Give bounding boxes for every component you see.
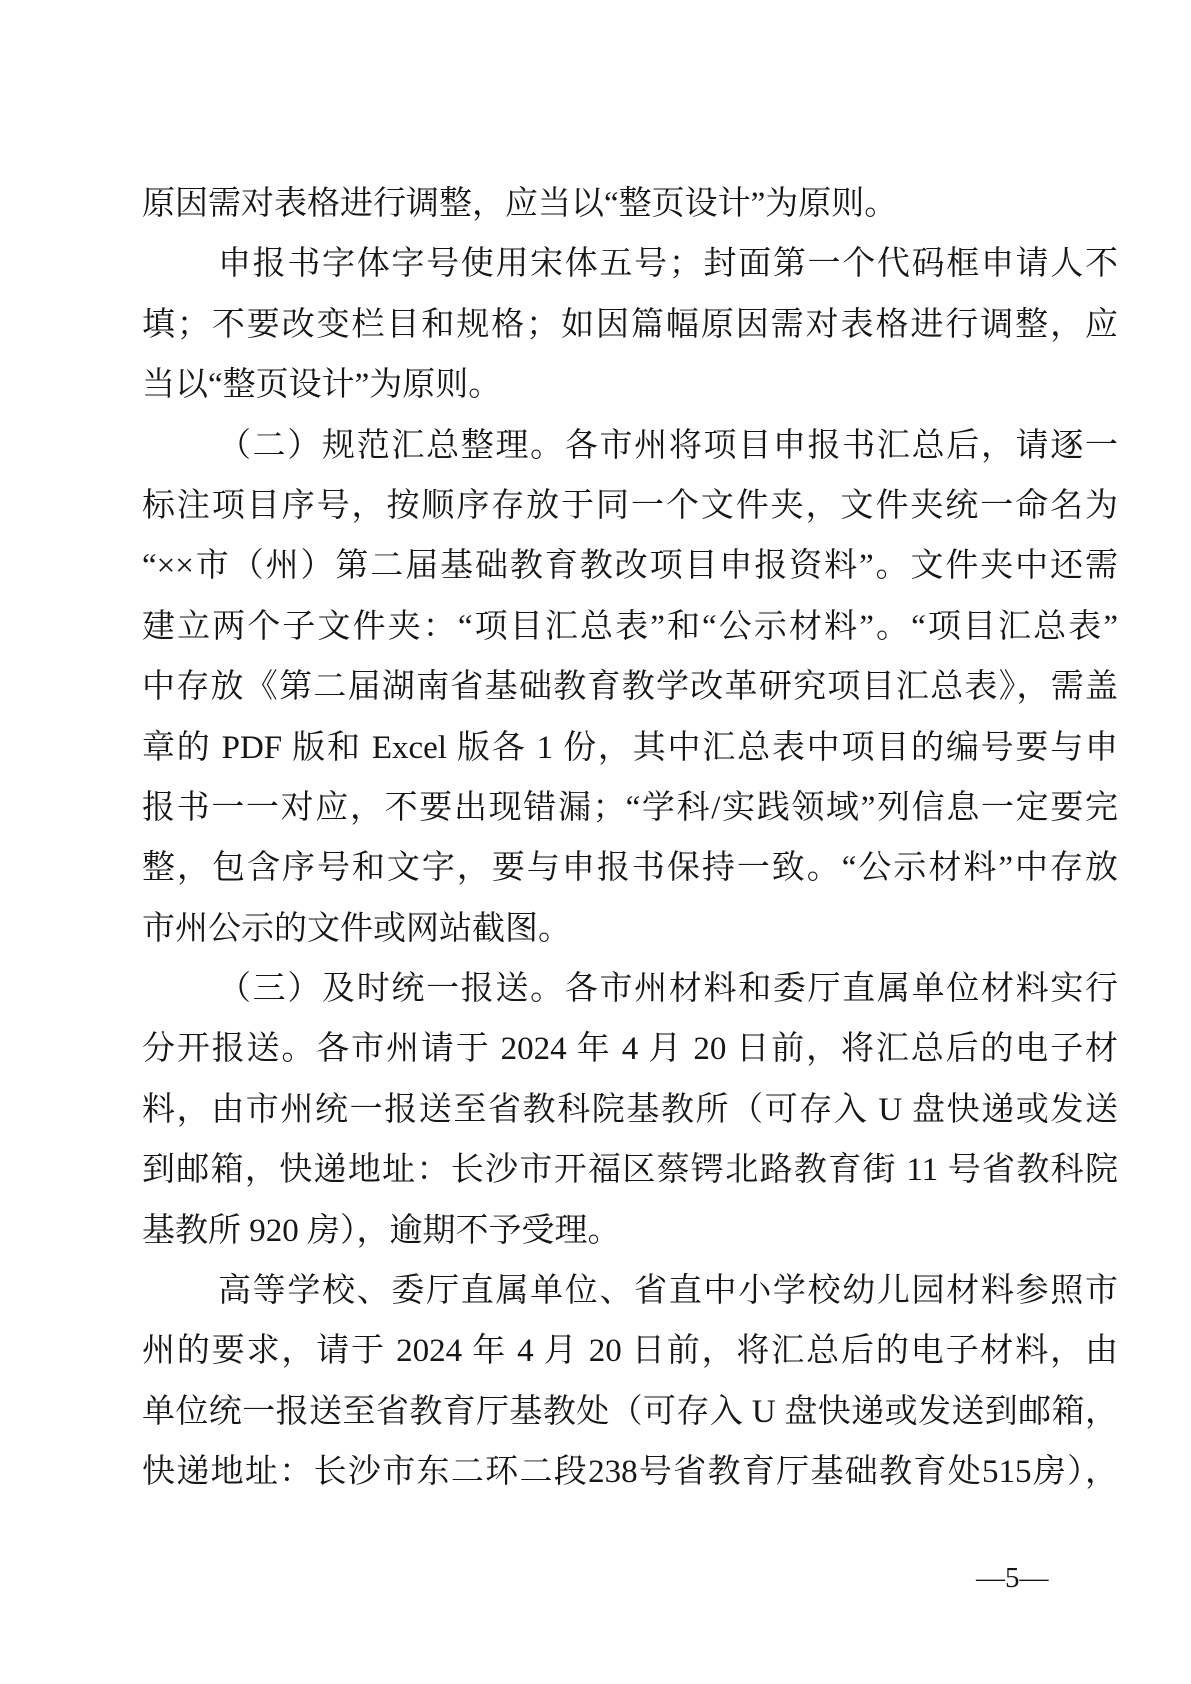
text-line: 快递地址：长沙市东二环二段238号省教育厅基础教育处515房）， — [142, 1454, 1118, 1491]
text-line: 料，由市州统一报送至省教科院基教所（可存入 U 盘快递或发送 — [142, 1091, 1118, 1128]
text-line: 基教所 920 房），逾期不予受理。 — [142, 1212, 621, 1249]
text-line: 市州公示的文件或网站截图。 — [142, 910, 571, 947]
page-number: —5— — [976, 1562, 1049, 1594]
body-text — [142, 174, 1118, 1503]
text-line: 单位统一报送至省教育厅基教处（可存入 U 盘快递或发送到邮箱， — [142, 1393, 1118, 1430]
text-line: 分开报送。各市州请于 2024 年 4 月 20 日前，将汇总后的电子材 — [142, 1031, 1118, 1068]
text-line: 填；不要改变栏目和规格；如因篇幅原因需对表格进行调整，应 — [142, 306, 1118, 343]
text-line: 建立两个子文件夹：“项目汇总表”和“公示材料”。“项目汇总表” — [142, 608, 1118, 645]
text-line: （二）规范汇总整理。各市州将项目申报书汇总后，请逐一 — [218, 427, 1118, 464]
text-line: 章的 PDF 版和 Excel 版各 1 份，其中汇总表中项目的编号要与申 — [142, 729, 1118, 766]
text-line: 原因需对表格进行调整，应当以“整页设计”为原则。 — [142, 186, 898, 222]
text-line: 到邮箱，快递地址：长沙市开福区蔡锷北路教育街 11 号省教科院 — [142, 1152, 1118, 1189]
text-line: （三）及时统一报送。各市州材料和委厅直属单位材料实行 — [218, 971, 1118, 1008]
text-line: 标注项目序号，按顺序存放于同一个文件夹，文件夹统一命名为 — [142, 487, 1118, 524]
text-line: 州的要求，请于 2024 年 4 月 20 日前，将汇总后的电子材料，由 — [142, 1333, 1118, 1370]
text-line: 报书一一对应，不要出现错漏；“学科/实践领域”列信息一定要完 — [142, 789, 1118, 826]
text-line: 高等学校、委厅直属单位、省直中小学校幼儿园材料参照市 — [218, 1273, 1118, 1310]
text-line: 整，包含序号和文字，要与申报书保持一致。“公示材料”中存放 — [142, 850, 1118, 887]
text-line: 申报书字体字号使用宋体五号；封面第一个代码框申请人不 — [218, 246, 1118, 283]
text-line: “××市（州）第二届基础教育教改项目申报资料”。文件夹中还需 — [142, 548, 1118, 585]
text-line: 当以“整页设计”为原则。 — [142, 367, 502, 404]
text-line: 中存放《第二届湖南省基础教育教学改革研究项目汇总表》，需盖 — [142, 669, 1118, 706]
